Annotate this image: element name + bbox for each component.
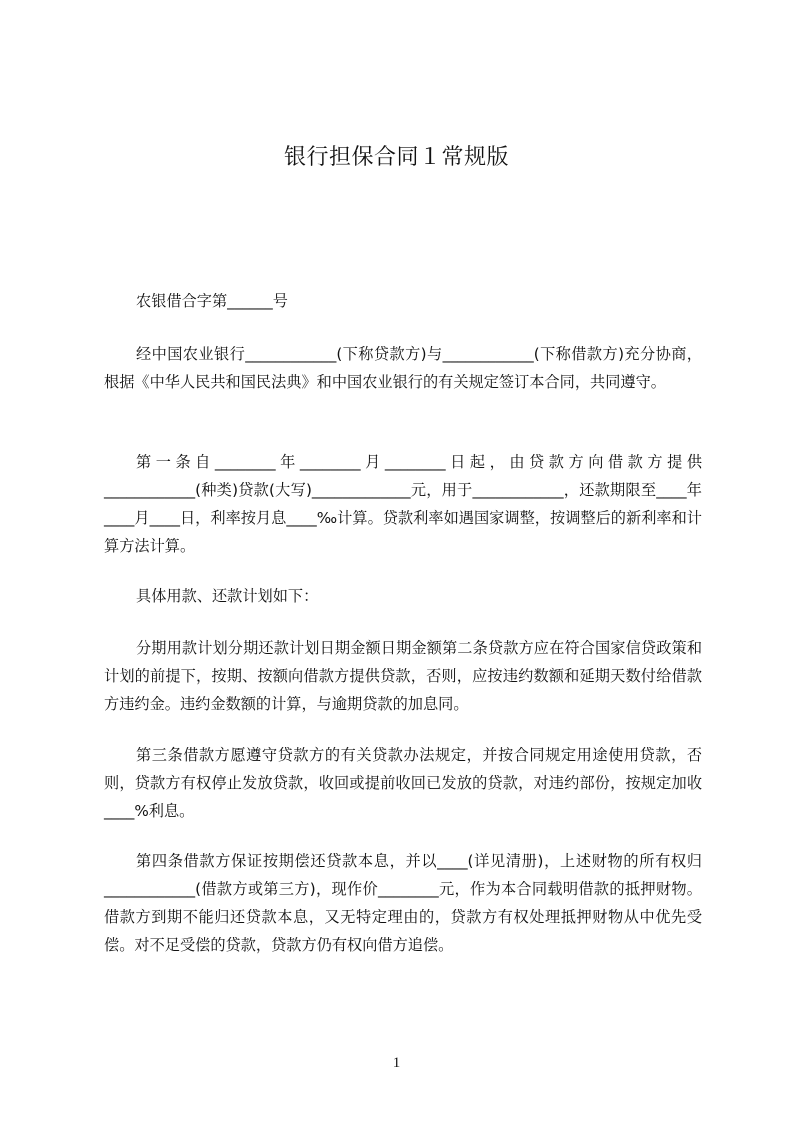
article-4-paragraph: 第四条借款方保证按期偿还贷款本息，并以____(详见清册)，上述财物的所有权归____________(借款方或第三方)，现作价________元，作为本合同载明借款的抵押财物。借款方到期不能归还贷款本息，又无特定理由的，贷款方有权处理抵押财物从中优先受偿。对不足受偿的贷款，贷款方仍有权向借方追偿。 bbox=[104, 852, 702, 954]
contract-number-line: 农银借合字第______号 bbox=[136, 292, 288, 310]
article-3-paragraph: 第三条借款方愿遵守贷款方的有关贷款办法规定，并按合同规定用途使用贷款，否则，贷款方有权停止发放贷款，收回或提前收回已发放的贷款，对违约部份，按规定加收____%利息。 bbox=[104, 746, 702, 820]
article-1-paragraph: 第一条自________年________月________日起，由贷款方向借款方提供____________(种类)贷款(大写)_____________元，用于____________，还款期限至____年____月____日，利率按月息____‰计算。贷款利率如遇国家调整，按调整后的新利率和计算方法计算。 bbox=[104, 453, 702, 555]
article-2-paragraph: 分期用款计划分期还款计划日期金额日期金额第二条贷款方应在符合国家信贷政策和计划的前提下，按期、按额向借款方提供贷款，否则，应按违约数额和延期天数付给借款方违约金。违约金数额的计算，与逾期贷款的加息同。 bbox=[104, 639, 702, 713]
document-title: 银行担保合同１常规版 bbox=[283, 145, 509, 170]
page-number: 1 bbox=[392, 1055, 401, 1071]
preamble-paragraph: 经中国农业银行____________(下称贷款方)与____________(下称借款方)充分协商，根据《中华人民共和国民法典》和中国农业银行的有关规定签订本合同，共同遵守。 bbox=[104, 345, 702, 391]
plan-intro-paragraph: 具体用款、还款计划如下： bbox=[136, 587, 319, 605]
